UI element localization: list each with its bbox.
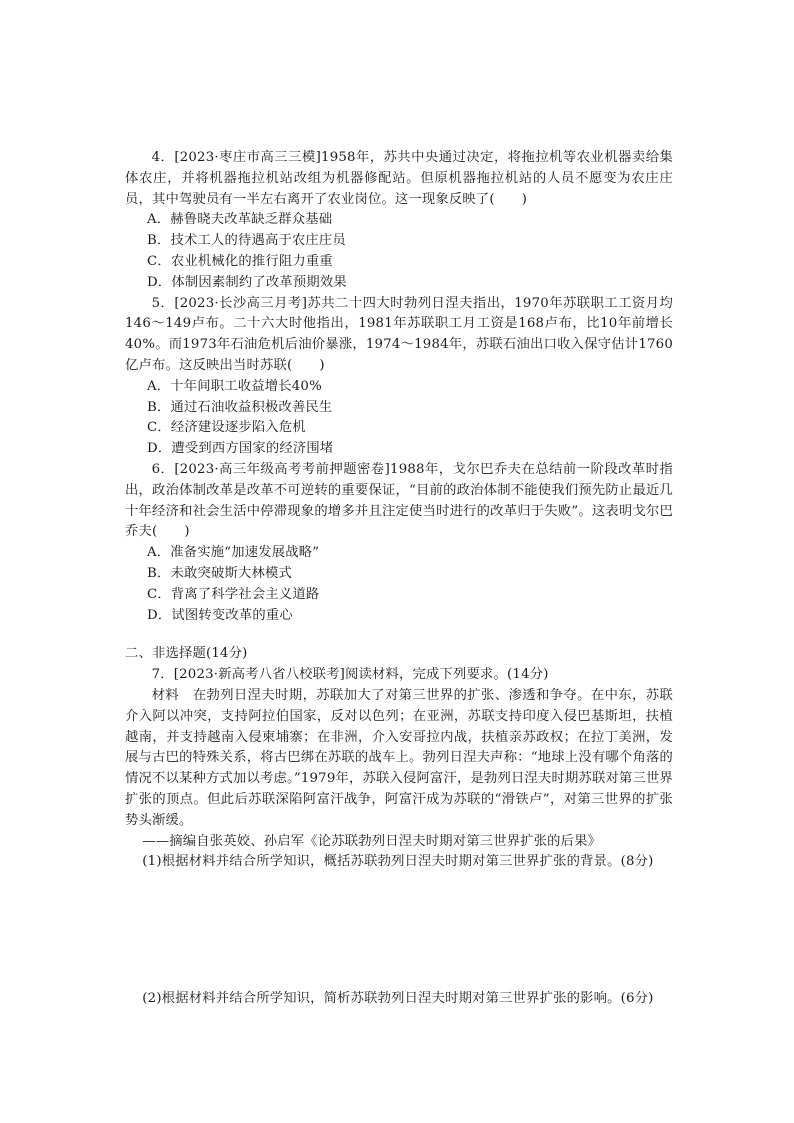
option-b: B．未敢突破斯大林模式 [147,565,292,581]
question-5 [125,294,673,460]
option-c: C．农业机械化的推行阻力重重 [147,253,333,269]
option-c: C．经济建设逐步陷入危机 [147,420,306,436]
question-4 [125,148,673,294]
option-d: D．遭受到西方国家的经济围堵 [147,441,334,457]
answer-space-1[interactable] [125,873,673,989]
option-c: C．背离了科学社会主义道路 [147,586,320,602]
question-7-material: 材料 在勃列日涅夫时期，苏联加大了对第三世界的扩张、渗透和争夺。在中东，苏联介入阿以冲突，支持阿拉伯国家，反对以色列；在亚洲，苏联支持印度入侵巴基斯坦，扶植越南，并支持越南入侵柬埔寨；在非洲，介入安哥拉内战，扶植亲苏政权；在拉丁美洲，发展与古巴的特殊关系，将古巴绑在苏联的战车上。勃列日涅夫声称：“地球上没有哪个角落的情况不以某种方式加以考虑。”1979年，苏联入侵阿富汗，是勃列日涅夫时期苏联对第三世界扩张的顶点。但此后苏联深陷阿富汗战争，阿富汗成为苏联的“滑铁卢”，对第三世界的扩张势头渐缓。 [125,687,673,828]
option-d: D．试图转变改革的重心 [147,607,293,623]
question-6 [125,460,673,626]
question-7-stem: 7．[2023·新高考八省八校联考]阅读材料，完成下列要求。(14分) [151,667,549,683]
question-content [125,148,673,1010]
option-b: B．技术工人的待遇高于农庄庄员 [147,233,346,249]
option-b: B．通过石油收益积极改善民生 [147,399,333,415]
question-4-stem: 4．[2023·枣庄市高三三模]1958年，苏共中央通过决定，将拖拉机等农业机器卖给集体农庄，并将机器拖拉机站改组为机器修配站。但原机器拖拉机站的人员不愿变为农庄庄员，其中驾驶员有一半左右离开了农业岗位。这一现象反映了( ) [125,150,673,207]
sub-question-2: (2)根据材料并结合所学知识，简析苏联勃列日涅夫时期对第三世界扩张的影响。(6分) [142,991,654,1007]
sub-question-1: (1)根据材料并结合所学知识，概括苏联勃列日涅夫时期对第三世界扩张的背景。(8分) [142,854,654,870]
option-d: D．体制因素制约了改革预期效果 [147,274,347,290]
question-5-stem: 5．[2023·长沙高三月考]苏共二十四大时勃列日涅夫指出，1970年苏联职工工资月均146～149卢布。二十六大时他指出，1981年苏联职工月工资是168卢布，比10年前增长40%。而1973年石油危机后油价暴涨，1974～1984年，苏联石油出口收入保守估计1760亿卢布。这反映出当时苏联( ) [125,295,673,373]
option-a: A．准备实施“加速发展战略” [147,545,320,561]
material-source: ——摘编自张英姣、孙启军《论苏联勃列日涅夫时期对第三世界扩张的后果》 [142,833,602,849]
option-a: A．十年间职工收益增长40% [147,378,322,394]
question-7 [125,665,673,1010]
section-2-heading: 二、非选择题(14分) [125,646,248,662]
question-6-stem: 6．[2023·高三年级高考考前押题密卷]1988年，戈尔巴乔夫在总结前一阶段改革时指出，政治体制改革是改革不可逆转的重要保证，“目前的政治体制不能使我们预先防止最近几十年经济和社会生活中停滞现象的增多并且注定使当时进行的改革归于失败”。这表明戈尔巴乔夫( ) [125,461,673,540]
option-a: A．赫鲁晓夫改革缺乏群众基础 [147,212,333,228]
